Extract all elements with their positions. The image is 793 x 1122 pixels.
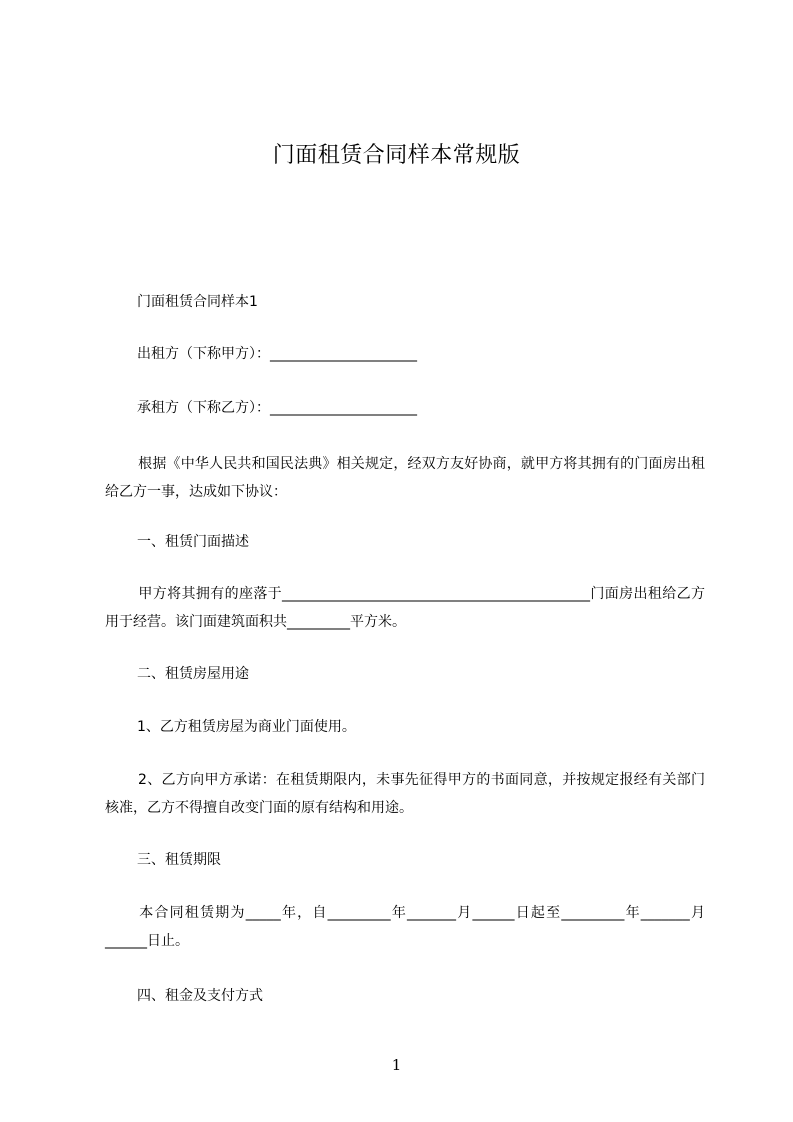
contract-subtitle: 门面租赁合同样本1 [137,294,258,310]
section-2-heading: 二、租赁房屋用途 [137,666,249,682]
section-4-heading: 四、租金及支付方式 [137,988,263,1004]
lessor-line: 出租方（下称甲方）：_____________________ [137,346,417,362]
section-2-item-2-paragraph [105,766,705,822]
lessee-line: 承租方（下称乙方）：_____________________ [137,400,417,416]
section-2-item-1: 1、乙方租赁房屋为商业门面使用。 [137,719,356,735]
section-1-text: 甲方将其拥有的座落于____________________________________________门面房出租给乙方用于经营。该门面建筑面积共_________平方米。 [105,586,705,630]
preamble-paragraph [105,450,705,506]
section-1-heading: 一、租赁门面描述 [137,534,249,550]
section-2-item-2-text: 2、乙方向甲方承诺：在租赁期限内，未事先征得甲方的书面同意，并按规定报经有关部门核准，乙方不得擅自改变门面的原有结构和用途。 [105,772,705,816]
section-3-text: 本合同租赁期为_____年，自_________年_______月______日起至_________年_______月______日止。 [105,905,705,949]
document-title: 门面租赁合同样本常规版 [272,143,521,168]
section-3-heading: 三、租赁期限 [137,852,221,868]
section-3-paragraph [105,899,705,955]
page-number: 1 [391,1056,402,1074]
section-1-paragraph [105,580,705,636]
preamble-text: 根据《中华人民共和国民法典》相关规定，经双方友好协商，就甲方将其拥有的门面房出租给乙方一事，达成如下协议： [105,456,705,500]
